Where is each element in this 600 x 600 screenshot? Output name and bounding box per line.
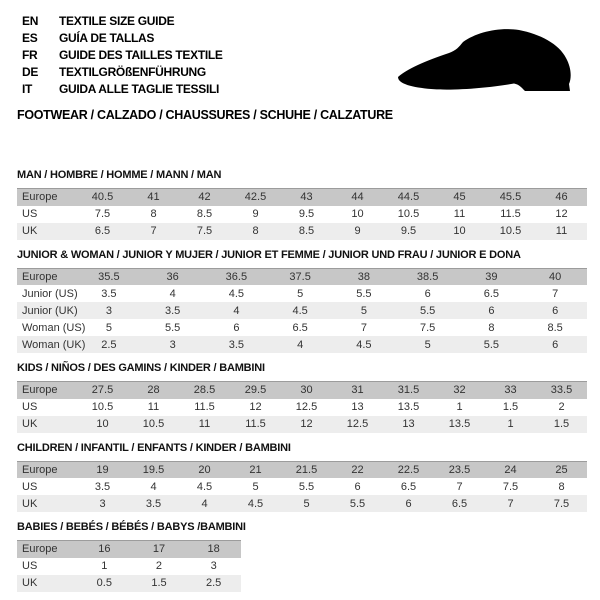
size-cell: 13: [351, 401, 364, 413]
size-cell: 5: [303, 497, 310, 510]
table-row: [17, 319, 587, 336]
table-title: JUNIOR & WOMAN / JUNIOR Y MUJER / JUNIOR ET FEMME / JUNIOR UND FRAU / JUNIOR E DONA: [17, 248, 521, 261]
size-cell: 6: [552, 338, 559, 351]
size-cell: 12.5: [295, 401, 318, 413]
size-cell: 7.5: [94, 208, 111, 220]
size-cell: 3.5: [164, 304, 181, 317]
table-row: [17, 558, 241, 575]
size-cell: 2.5: [101, 338, 117, 351]
row-label: Europe: [22, 543, 58, 556]
size-cell: 6.5: [292, 321, 308, 334]
size-cell: 1: [456, 401, 463, 413]
size-cell: 40: [549, 270, 562, 283]
row-label: US: [22, 480, 38, 493]
size-cell: 11.5: [500, 208, 521, 220]
size-table-section: [17, 362, 587, 433]
table-title: KIDS / NIÑOS / DES GAMINS / KINDER / BAMBINI: [17, 362, 265, 374]
size-table: [17, 188, 587, 240]
size-cell: 10.5: [499, 225, 522, 237]
size-cell: 4: [201, 497, 208, 510]
size-cell: 46: [555, 191, 568, 204]
row-label: Woman (US): [22, 321, 86, 334]
size-cell: 31.5: [397, 384, 420, 397]
size-cell: 5.5: [483, 338, 500, 351]
size-cell: 36.5: [225, 270, 248, 283]
size-cell: 3.5: [101, 287, 117, 300]
row-label: US: [22, 560, 38, 572]
size-cell: 1.5: [502, 401, 519, 413]
size-cell: 4: [297, 338, 304, 351]
size-table: [17, 540, 241, 592]
size-cell: 5: [424, 338, 431, 351]
size-cell: 5.5: [164, 321, 181, 334]
size-cell: 33: [504, 384, 517, 397]
size-cell: 33.5: [550, 384, 573, 397]
size-cell: 41: [147, 191, 160, 204]
language-label: TEXTILE SIZE GUIDE: [59, 13, 175, 28]
size-cell: 8.5: [547, 321, 563, 334]
size-cell: 4: [169, 287, 176, 300]
size-cell: 5: [360, 304, 367, 317]
size-table-section: [17, 521, 587, 592]
size-cell: 1: [101, 560, 108, 572]
size-cell: 7.5: [419, 321, 436, 334]
size-cell: 38: [357, 270, 370, 283]
size-cell: 28.5: [193, 384, 216, 397]
size-cell: 18: [207, 543, 220, 556]
size-cell: 35.5: [98, 270, 120, 283]
size-cell: 21: [249, 463, 262, 476]
size-cell: 10: [351, 208, 364, 220]
size-cell: 22.5: [397, 463, 420, 476]
size-cell: 5.5: [419, 304, 436, 317]
size-cell: 1.5: [553, 418, 570, 430]
language-label: GUIDE DES TAILLES TEXTILE: [59, 47, 223, 62]
size-cell: 3: [99, 497, 106, 510]
size-table: [17, 268, 587, 354]
size-cell: 1.5: [151, 577, 167, 589]
size-cell: 7: [150, 225, 157, 237]
size-cell: 7.5: [502, 480, 519, 493]
language-code: FR: [22, 47, 38, 62]
size-cell: 4: [150, 480, 157, 493]
size-cell: 8: [488, 321, 495, 334]
size-cell: 21.5: [295, 463, 318, 476]
size-cell: 43: [300, 191, 313, 204]
row-label: UK: [22, 577, 38, 589]
size-cell: 6: [424, 287, 431, 300]
size-cell: 30: [300, 384, 313, 397]
size-cell: 8: [252, 225, 259, 237]
row-label: UK: [22, 497, 38, 510]
table-row: [17, 478, 587, 495]
language-code: EN: [22, 13, 39, 28]
size-cell: 13: [402, 418, 415, 430]
row-label: UK: [22, 418, 38, 430]
table-row: [17, 495, 587, 512]
size-cell: 10: [96, 418, 109, 430]
size-cell: 39: [485, 270, 498, 283]
size-cell: 4.5: [196, 480, 213, 493]
size-cell: 10: [453, 225, 466, 237]
size-cell: 5: [252, 480, 259, 493]
size-cell: 5.5: [356, 287, 372, 300]
size-cell: 31: [351, 384, 364, 397]
size-cell: 13.5: [397, 401, 420, 413]
table-row: [17, 461, 587, 478]
table-row: [17, 285, 587, 302]
size-cell: 9: [354, 225, 361, 237]
size-cell: 25: [555, 463, 568, 476]
size-cell: 19.5: [142, 463, 165, 476]
size-cell: 6: [233, 321, 240, 334]
size-cell: 42.5: [244, 191, 267, 204]
size-cell: 40.5: [91, 191, 114, 204]
size-cell: 4.5: [228, 287, 245, 300]
size-cell: 45: [453, 191, 466, 204]
size-cell: 3.5: [145, 497, 162, 510]
size-cell: 5: [105, 321, 112, 334]
size-cell: 12: [555, 208, 568, 220]
size-cell: 12: [249, 401, 262, 413]
language-label: TEXTILGRÖßENFÜHRUNG: [59, 64, 206, 79]
row-label: Junior (US): [22, 287, 78, 300]
size-cell: 27.5: [91, 384, 114, 397]
size-cell: 42: [198, 191, 211, 204]
size-cell: 36: [166, 270, 179, 283]
size-cell: 6.5: [451, 497, 468, 510]
size-cell: 3: [210, 560, 217, 572]
size-cell: 22: [351, 463, 364, 476]
size-cell: 6: [405, 497, 412, 510]
dress-shoe-icon: [393, 27, 577, 101]
size-cell: 16: [98, 543, 111, 556]
row-label: Europe: [22, 191, 58, 204]
size-table: [17, 461, 587, 513]
table-row: [17, 416, 587, 433]
size-cell: 23.5: [448, 463, 471, 476]
row-label: US: [22, 401, 38, 413]
size-cell: 3.5: [228, 338, 245, 351]
size-cell: 9: [252, 208, 259, 220]
row-label: Woman (UK): [22, 338, 86, 351]
size-cell: 11: [198, 418, 211, 430]
size-cell: 29.5: [244, 384, 267, 397]
size-cell: 8: [150, 208, 157, 220]
size-cell: 6: [488, 304, 495, 317]
size-cell: 4.5: [356, 338, 372, 351]
size-table: [17, 381, 587, 433]
row-label: US: [22, 208, 38, 220]
size-cell: 2.5: [206, 577, 222, 589]
row-label: Junior (UK): [22, 304, 78, 317]
size-cell: 11: [147, 401, 160, 413]
table-row: [17, 541, 241, 558]
table-title: MAN / HOMBRE / HOMME / MANN / MAN: [17, 169, 222, 181]
size-cell: 12.5: [346, 418, 369, 430]
size-cell: 44: [351, 191, 364, 204]
table-row: [17, 302, 587, 319]
table-title: CHILDREN / INFANTIL / ENFANTS / KINDER / BAMBINI: [17, 441, 291, 454]
row-label: Europe: [22, 384, 58, 397]
table-row: [17, 268, 587, 285]
size-cell: 5: [297, 287, 304, 300]
size-cell: 4.5: [292, 304, 308, 317]
size-cell: 12: [300, 418, 313, 430]
size-cell: 6.5: [400, 480, 417, 493]
size-cell: 10.5: [91, 401, 114, 413]
size-tables: [17, 169, 587, 592]
size-cell: 20: [198, 463, 211, 476]
size-cell: 19: [96, 463, 109, 476]
size-cell: 5.5: [298, 480, 315, 493]
size-cell: 11: [555, 225, 568, 237]
size-cell: 7: [507, 497, 514, 510]
size-cell: 3: [105, 304, 112, 317]
category-heading: FOOTWEAR / CALZADO / CHAUSSURES / SCHUHE / CALZATURE: [17, 108, 393, 122]
size-cell: 24: [504, 463, 517, 476]
size-cell: 3: [169, 338, 176, 351]
size-cell: 7.5: [553, 497, 570, 510]
language-code: IT: [22, 81, 33, 96]
size-cell: 1: [507, 418, 514, 430]
size-cell: 8: [558, 480, 565, 493]
size-cell: 8.5: [196, 208, 213, 220]
size-table-section: [17, 442, 587, 513]
table-row: [17, 206, 587, 223]
size-cell: 6: [552, 304, 559, 317]
size-cell: 28: [147, 384, 160, 397]
language-code: DE: [22, 64, 39, 79]
size-cell: 7.5: [196, 225, 213, 237]
table-row: [17, 223, 587, 240]
size-cell: 6.5: [94, 225, 111, 237]
language-label: GUÍA DE TALLAS: [59, 30, 155, 45]
size-cell: 4.5: [247, 497, 264, 510]
size-cell: 10.5: [142, 418, 165, 430]
size-cell: 11: [453, 208, 466, 220]
language-label: GUIDA ALLE TAGLIE TESSILI: [59, 81, 220, 96]
size-table-section: [17, 249, 587, 354]
table-row: [17, 399, 587, 416]
table-row: [17, 336, 587, 353]
row-label: Europe: [22, 463, 58, 476]
size-cell: 9.5: [298, 208, 315, 220]
table-row: [17, 189, 587, 206]
size-cell: 0.5: [96, 577, 112, 589]
row-label: UK: [22, 225, 38, 237]
size-cell: 11.5: [194, 401, 215, 413]
size-cell: 6: [354, 480, 361, 493]
table-row: [17, 382, 587, 399]
table-title: BABIES / BEBÉS / BÉBÉS / BABYS /BAMBINI: [17, 521, 246, 533]
size-cell: 8.5: [298, 225, 315, 237]
row-label: Europe: [22, 270, 58, 283]
size-cell: 7: [552, 287, 559, 300]
size-cell: 2: [155, 560, 163, 572]
size-cell: 32: [453, 384, 466, 397]
size-cell: 2: [558, 401, 565, 413]
table-row: [17, 575, 241, 592]
size-cell: 10.5: [397, 208, 420, 220]
size-cell: 17: [152, 543, 166, 556]
size-cell: 11.5: [245, 418, 266, 430]
size-cell: 7: [456, 480, 463, 493]
size-cell: 4: [233, 304, 240, 317]
size-cell: 37.5: [289, 270, 311, 283]
size-cell: 7: [360, 321, 367, 334]
size-table-section: [17, 169, 587, 240]
size-cell: 38.5: [416, 270, 439, 283]
size-cell: 45.5: [499, 191, 522, 204]
size-cell: 9.5: [400, 225, 417, 237]
language-code: ES: [22, 30, 38, 45]
size-cell: 44.5: [397, 191, 420, 204]
size-cell: 6.5: [483, 287, 500, 300]
size-cell: 3.5: [94, 480, 111, 493]
size-cell: 13.5: [448, 418, 471, 430]
size-cell: 5.5: [349, 497, 366, 510]
